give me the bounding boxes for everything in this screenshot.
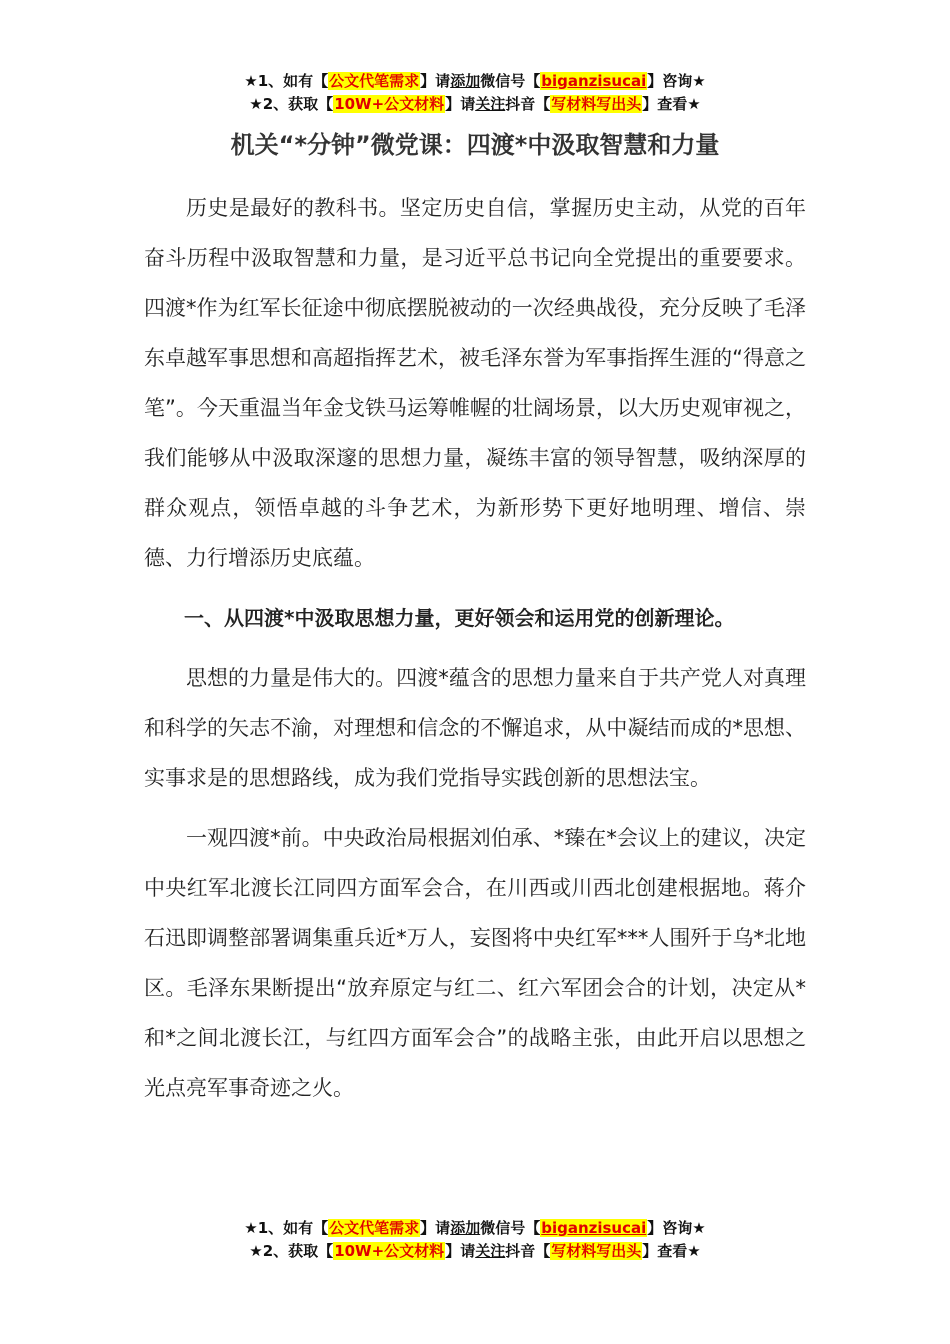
- wechat-id[interactable]: biganzisucai: [541, 72, 647, 90]
- paragraph-thought-power: 思想的力量是伟大的。四渡*蕴含的思想力量来自于共产党人对真理和科学的矢志不渝，对理想和信念的不懈追求，从中凝结而成的*思想、实事求是的思想路线，成为我们党指导实践创新的思想法宝。: [144, 666, 806, 790]
- promo-line-2: ★2、获取【10W+公文材料】请关注抖音【写材料写出头】查看★: [249, 95, 701, 113]
- promo-line-1: ★1、如有【公文代笔需求】请添加微信号【biganzisucai】咨询★: [244, 1219, 706, 1237]
- paragraph-before-crossing: 一观四渡*前。中央政治局根据刘伯承、*臻在*会议上的建议，决定中央红军北渡长江同四方面军会合，在川西或川西北创建根据地。蒋介石迅即调整部署调集重兵近*万人，妄图将中央红军***人围歼于乌*北地区。毛泽东果断提出“放弃原定与红二、红六军团会合的计划，决定从*和*之间北渡长江，与红四方面军会合”的战略主张，由此开启以思想之光点亮军事奇迹之火。: [144, 826, 806, 1100]
- follow-keyword: 关注: [475, 1242, 506, 1260]
- promo-line-2: ★2、获取【10W+公文材料】请关注抖音【写材料写出头】查看★: [249, 1242, 701, 1260]
- promo-line-1: ★1、如有【公文代笔需求】请添加微信号【biganzisucai】咨询★: [244, 72, 706, 90]
- highlight-ghostwriting: 公文代笔需求: [329, 1219, 420, 1237]
- highlight-materials: 10W+公文材料: [334, 95, 445, 113]
- douyin-account: 写材料写出头: [551, 1242, 642, 1260]
- highlight-materials: 10W+公文材料: [334, 1242, 445, 1260]
- paragraph-intro: 历史是最好的教科书。坚定历史自信，掌握历史主动，从党的百年奋斗历程中汲取智慧和力量，是习近平总书记向全党提出的重要要求。四渡*作为红军长征途中彻底摆脱被动的一次经典战役，充分反映了毛泽东卓越军事思想和高超指挥艺术，被毛泽东誉为军事指挥生涯的“得意之笔”。今天重温当年金戈铁马运筹帷幄的壮阔场景，以大历史观审视之，我们能够从中汲取深邃的思想力量，凝练丰富的领导智慧，吸纳深厚的群众观点，领悟卓越的斗争艺术，为新形势下更好地明理、增信、崇德、力行增添历史底蕴。: [144, 196, 806, 570]
- douyin-account: 写材料写出头: [551, 95, 642, 113]
- add-keyword: 添加: [450, 72, 481, 90]
- document-title: 机关“*分钟”微党课：四渡*中汲取智慧和力量: [230, 131, 720, 159]
- promo-banner-top: [0, 70, 950, 116]
- document-body: [144, 183, 806, 1123]
- highlight-ghostwriting: 公文代笔需求: [329, 72, 420, 90]
- wechat-id[interactable]: biganzisucai: [541, 1219, 647, 1237]
- promo-banner-bottom: [0, 1217, 950, 1263]
- section-heading-1: 一、从四渡*中汲取思想力量，更好领会和运用党的创新理论。: [184, 606, 735, 630]
- follow-keyword: 关注: [475, 95, 506, 113]
- add-keyword: 添加: [450, 1219, 481, 1237]
